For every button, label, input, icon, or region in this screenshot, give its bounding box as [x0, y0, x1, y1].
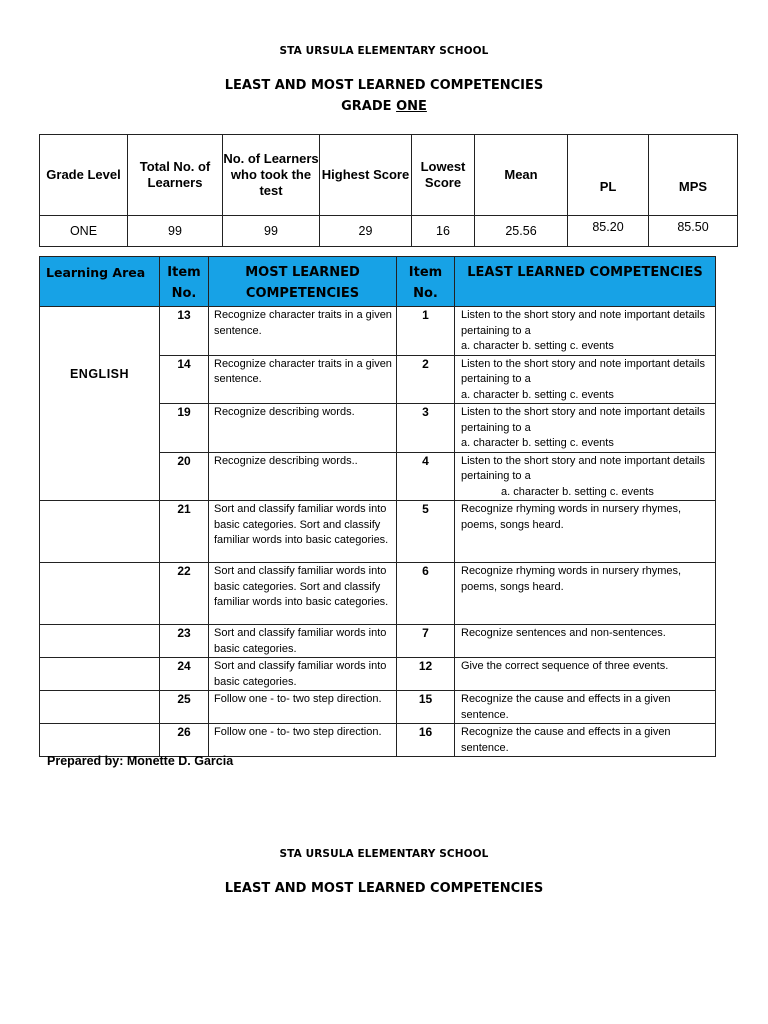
least-competency: Recognize the cause and effects in a given sentence.	[455, 724, 716, 757]
least-item-no: 15	[397, 691, 455, 724]
grade-heading	[0, 99, 768, 114]
header-least-learned: LEAST LEARNED COMPETENCIES	[455, 257, 716, 307]
table-row	[40, 658, 716, 691]
learning-area-blank	[40, 658, 160, 691]
table-row	[40, 307, 716, 356]
school-name: STA URSULA ELEMENTARY SCHOOL	[279, 45, 489, 57]
least-item-no: 4	[397, 452, 455, 501]
least-competency-options: a. character b. setting c. events	[461, 388, 614, 401]
least-competency	[455, 307, 716, 356]
grade-prefix: GRADE	[341, 99, 397, 114]
table-row	[40, 625, 716, 658]
summary-grade-level: ONE	[40, 216, 128, 247]
header-most-learned: MOST LEARNED COMPETENCIES	[209, 257, 397, 307]
most-item-no: 21	[160, 501, 209, 563]
least-competency-options: a. character b. setting c. events	[461, 437, 614, 449]
least-competency-options: a. character b. setting c. events	[501, 485, 654, 498]
summary-lowest-score: 16	[412, 216, 475, 247]
least-competency-text: Listen to the short story and note important details pertaining to a	[461, 309, 705, 337]
most-item-no: 24	[160, 658, 209, 691]
school-name-page2: STA URSULA ELEMENTARY SCHOOL	[279, 848, 489, 860]
learning-area-english: ENGLISH	[40, 307, 160, 501]
most-competency: Recognize character traits in a given sentence.	[209, 307, 397, 356]
table-row	[40, 691, 716, 724]
least-item-no: 2	[397, 355, 455, 404]
competencies-table	[39, 256, 716, 757]
summary-mps: 85.50	[649, 216, 738, 247]
summary-total-learners: 99	[128, 216, 223, 247]
least-competency: Recognize rhyming words in nursery rhymes, poems, songs heard.	[455, 563, 716, 625]
most-competency: Recognize character traits in a given sentence.	[209, 355, 397, 404]
least-item-no: 16	[397, 724, 455, 757]
least-item-no: 1	[397, 307, 455, 356]
summary-header-mps: MPS	[649, 135, 738, 216]
summary-header-learners-took-test: No. of Learners who took the test	[223, 135, 320, 216]
most-competency: Sort and classify familiar words into basic categories.	[209, 625, 397, 658]
least-competency-text: Listen to the short story and note important details pertaining to a	[461, 406, 705, 434]
least-item-no: 3	[397, 404, 455, 453]
most-competency: Follow one - to- two step direction.	[209, 724, 397, 757]
table-row	[40, 501, 716, 563]
least-competency: Recognize sentences and non-sentences.	[455, 625, 716, 658]
prepared-by: Prepared by: Monette D. Garcia	[47, 754, 234, 768]
learning-area-blank	[40, 724, 160, 757]
least-competency: Recognize the cause and effects in a given sentence.	[455, 691, 716, 724]
header-item-no-least: Item No.	[397, 257, 455, 307]
most-item-no: 14	[160, 355, 209, 404]
most-item-no: 20	[160, 452, 209, 501]
competencies-header-row	[40, 257, 716, 307]
least-competency	[455, 404, 716, 453]
least-item-no: 7	[397, 625, 455, 658]
most-competency: Sort and classify familiar words into basic categories. Sort and classify familiar words into basic categories.	[209, 501, 397, 563]
summary-mean: 25.56	[475, 216, 568, 247]
header-item-no-most: Item No.	[160, 257, 209, 307]
learning-area-blank	[40, 691, 160, 724]
most-item-no: 22	[160, 563, 209, 625]
least-competency-text: Listen to the short story and note important details pertaining to a	[461, 454, 705, 482]
least-competency	[455, 355, 716, 404]
most-item-no: 26	[160, 724, 209, 757]
summary-highest-score: 29	[320, 216, 412, 247]
least-item-no: 12	[397, 658, 455, 691]
most-item-no: 23	[160, 625, 209, 658]
most-item-no: 25	[160, 691, 209, 724]
most-competency: Recognize describing words..	[209, 452, 397, 501]
least-competency: Recognize rhyming words in nursery rhymes, poems, songs heard.	[455, 501, 716, 563]
summary-header-lowest-score: Lowest Score	[412, 135, 475, 216]
summary-header-grade-level: Grade Level	[40, 135, 128, 216]
most-competency: Recognize describing words.	[209, 404, 397, 453]
learning-area-blank	[40, 563, 160, 625]
most-competency: Sort and classify familiar words into basic categories. Sort and classify familiar words into basic categories.	[209, 563, 397, 625]
summary-table	[39, 134, 738, 247]
summary-header-pl: PL	[568, 135, 649, 216]
summary-header-mean: Mean	[475, 135, 568, 216]
least-competency: Give the correct sequence of three events.	[455, 658, 716, 691]
document-title-page2: LEAST AND MOST LEARNED COMPETENCIES	[224, 881, 544, 896]
header-learning-area: Learning Area	[40, 257, 160, 307]
summary-learners-took-test: 99	[223, 216, 320, 247]
least-item-no: 6	[397, 563, 455, 625]
table-row	[40, 724, 716, 757]
summary-value-row	[40, 216, 738, 247]
least-competency-options: a. character b. setting c. events	[461, 340, 614, 352]
document-title: LEAST AND MOST LEARNED COMPETENCIES	[224, 78, 544, 93]
least-competency	[455, 452, 716, 501]
most-competency: Sort and classify familiar words into basic categories.	[209, 658, 397, 691]
least-competency-text: Listen to the short story and note important details pertaining to a	[461, 357, 705, 385]
summary-header-total-learners: Total No. of Learners	[128, 135, 223, 216]
summary-header-highest-score: Highest Score	[320, 135, 412, 216]
most-item-no: 19	[160, 404, 209, 453]
summary-header-row	[40, 135, 738, 216]
most-competency: Follow one - to- two step direction.	[209, 691, 397, 724]
learning-area-blank	[40, 625, 160, 658]
learning-area-blank	[40, 501, 160, 563]
table-row	[40, 563, 716, 625]
least-item-no: 5	[397, 501, 455, 563]
most-item-no: 13	[160, 307, 209, 356]
grade-value: ONE	[396, 99, 427, 114]
summary-pl: 85.20	[568, 216, 649, 247]
